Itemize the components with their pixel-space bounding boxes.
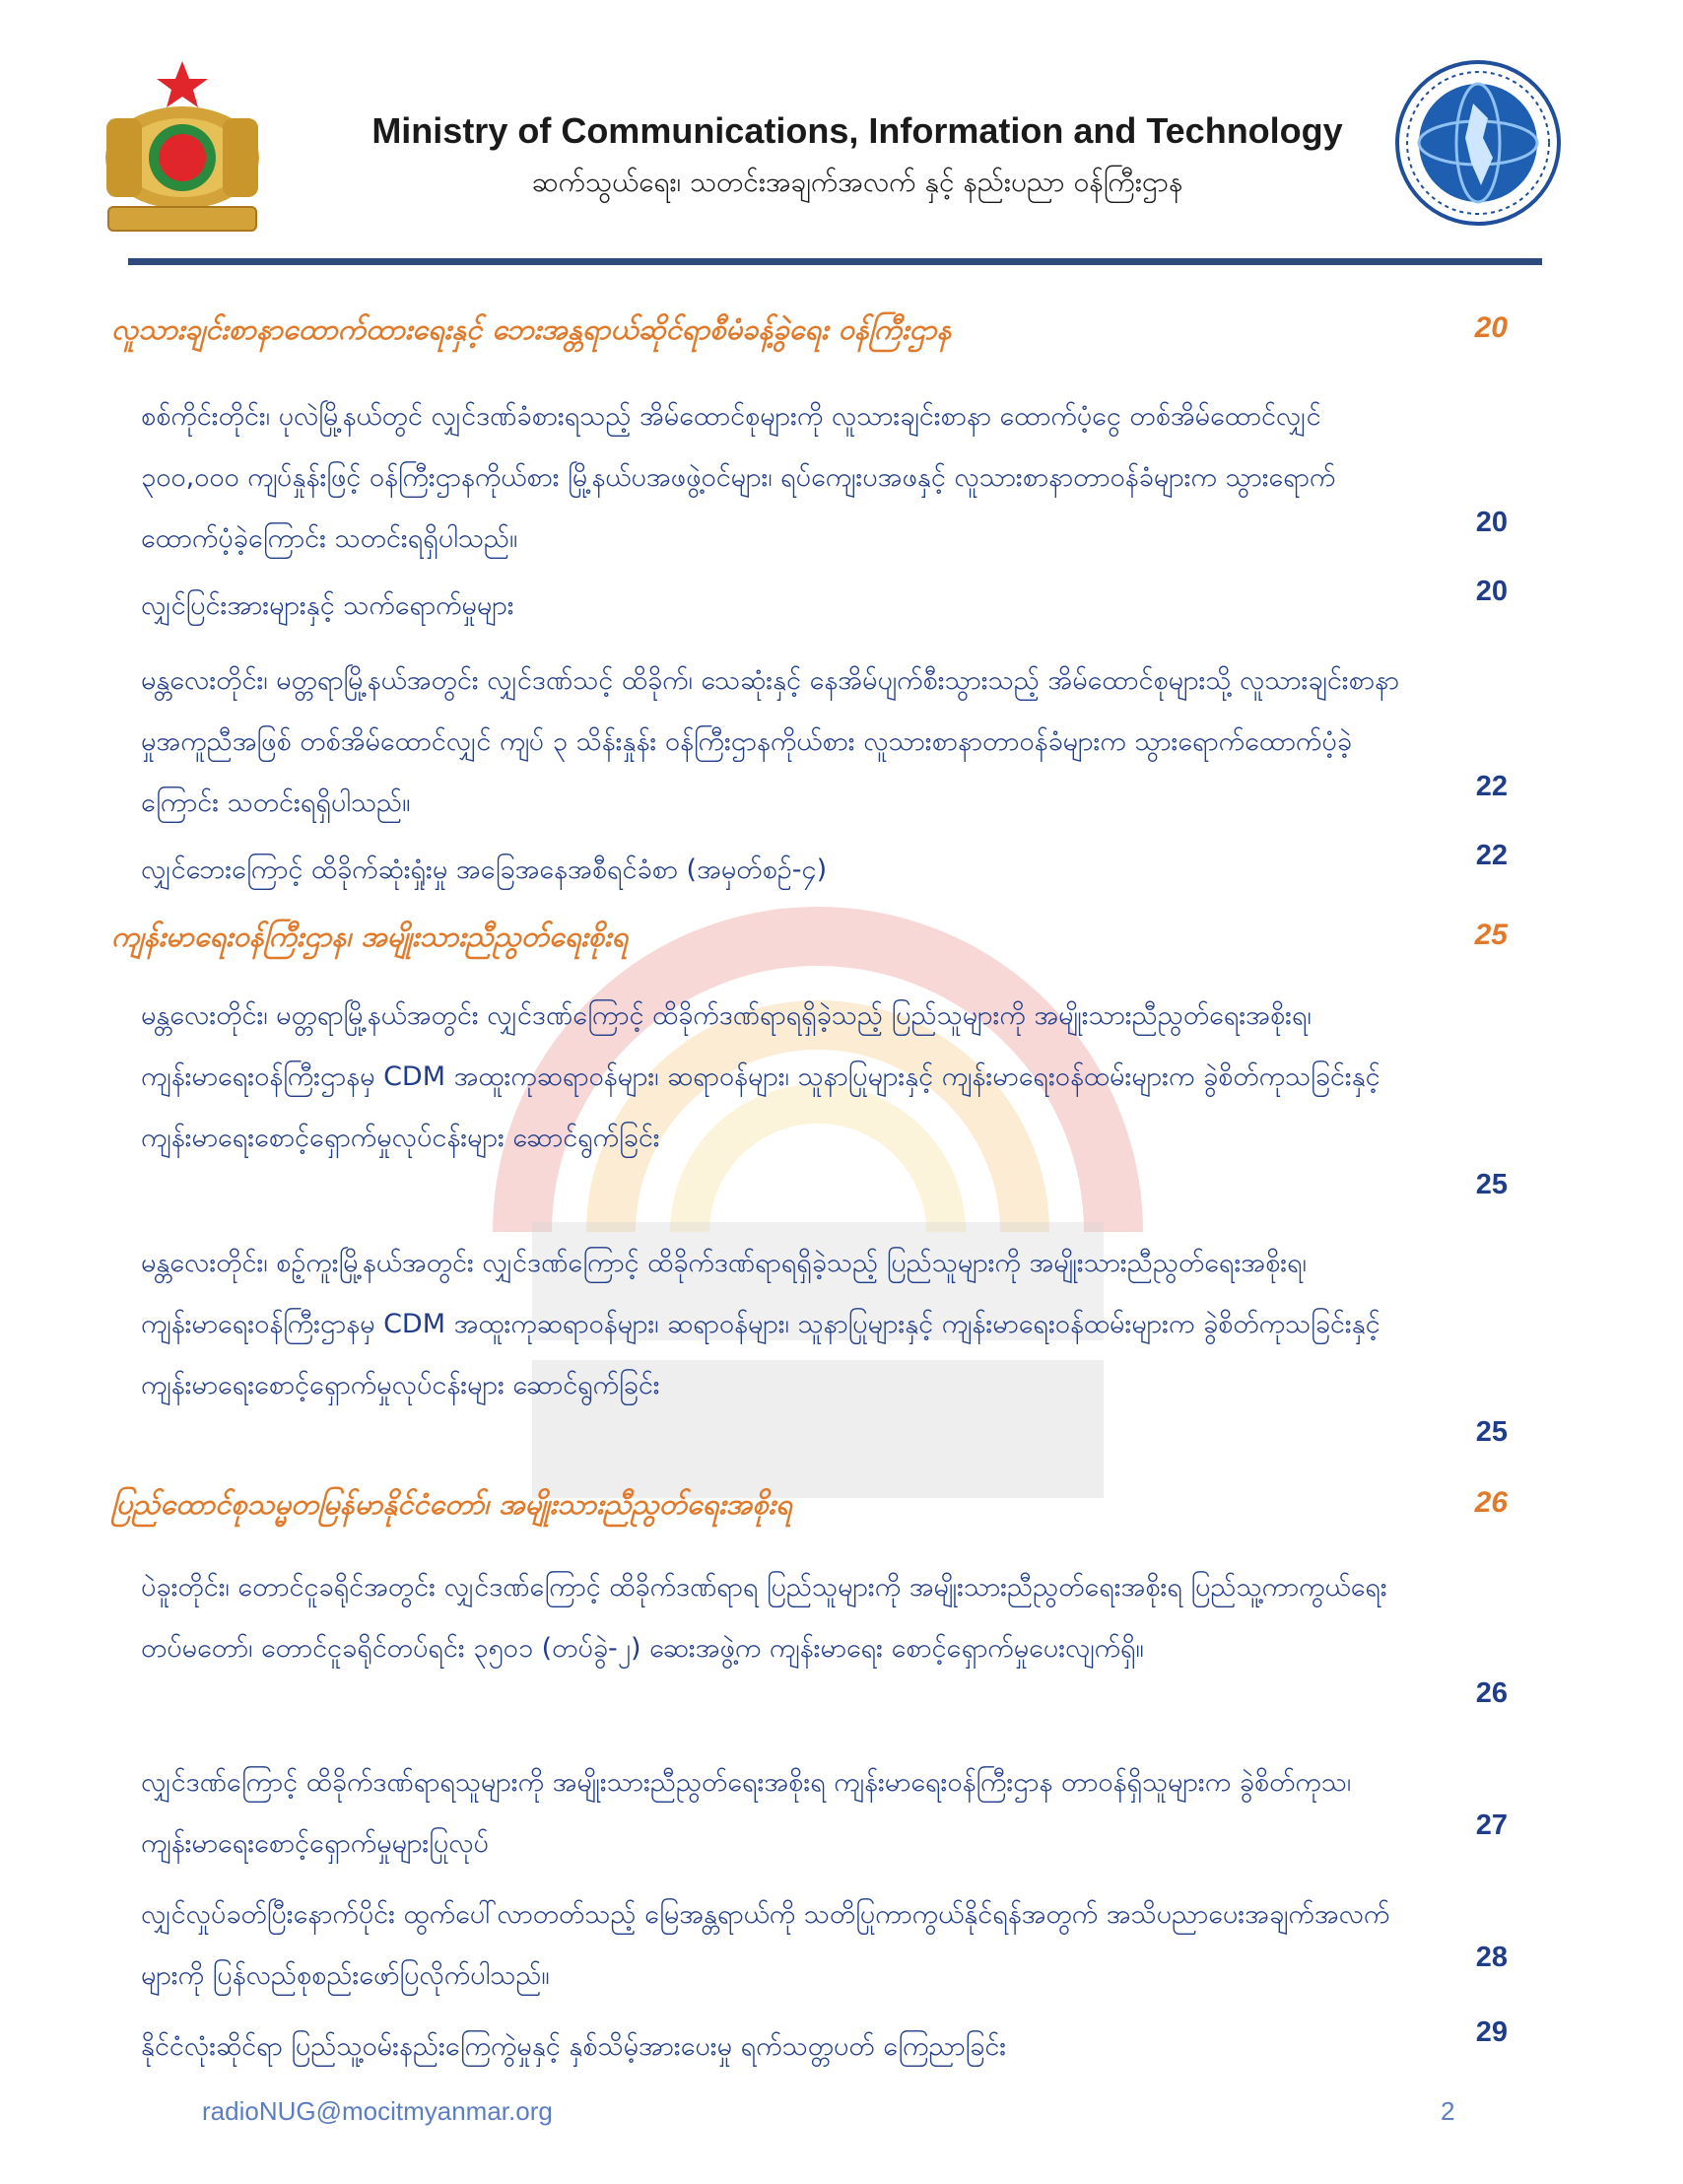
toc-item-title: နိုင်ငံလုံးဆိုင်ရာ ပြည်သူ့ဝမ်းနည်းကြေကွဲမှုနှင့် နှစ်သိမ့်အားပေးမှု ရက်သတ္တပတ် ကြေညာခြင်း [141, 2031, 1007, 2062]
toc-item-title: လျှင်ဘေးကြောင့် ထိခိုက်ဆုံးရှုံးမှု အခြေအနေအစီရင်ခံစာ (အမှတ်စဉ်-၄) [141, 854, 828, 885]
toc-page-number: 28 [1475, 1942, 1508, 1973]
toc-item-title: လျှင်ဒဏ်ကြောင့် ထိခိုက်ဒဏ်ရာရသူများကို အမျိုးသားညီညွတ်ရေးအစိုးရ ကျန်းမာရေးဝန်ကြီးဌာန တာဝန်ရှိသူများက ခွဲစိတ်ကုသ၊ ကျန်းမာရေးစောင့်ရှောက်မှုများပြုလုပ် [141, 1767, 1352, 1859]
toc-item[interactable] [0, 986, 1683, 1222]
toc-item-title: မန္တလေးတိုင်း၊ မတ္တရာမြို့နယ်အတွင်း လျှင်ဒဏ်သင့် ထိခိုက်၊ သေဆုံးနှင့် နေအိမ်ပျက်စီးသွားသည့် အိမ်ထောင်စုများသို့ လူသားချင်းစာနာမှုအကူညီအဖြစ် တစ်အိမ်ထောင်လျှင် ကျပ် ၃ သိန်းနှုန်း ဝန်ကြီးဌာနကိုယ်စား လူသားစာနာတာဝန်ခံများက သွားရောက်ထောက်ပံ့ခဲ့ကြောင်း သတင်းရရှိပါသည်။ [141, 665, 1400, 818]
toc-page-number: 25 [1475, 1416, 1508, 1448]
toc-page-number: 25 [1475, 1169, 1508, 1200]
toc-page-number: 26 [1475, 1677, 1508, 1709]
toc-item[interactable] [0, 1233, 1683, 1469]
ministry-title-english: Ministry of Communications, Information and Technology [371, 110, 1343, 151]
toc-item-title: မန္တလေးတိုင်း၊ မတ္တရာမြို့နယ်အတွင်း လျှင်ဒဏ်ကြောင့် ထိခိုက်ဒဏ်ရာရရှိခဲ့သည့် ပြည်သူများကို အမျိုးသားညီညွတ်ရေးအစိုးရ၊ ကျန်းမာရေးဝန်ကြီးဌာနမှ CDM အထူးကုဆရာဝန်များ၊ ဆရာဝန်များ၊ သူနာပြုများနှင့် ကျန်းမာရေးဝန်ထမ်းများက ခွဲစိတ်ကုသခြင်းနှင့် ကျန်းမာရေးစောင့်ရှောက်မှုလုပ်ငန်းများ ဆောင်ရွက်ခြင်း [141, 1000, 1380, 1153]
toc-item[interactable] [0, 1752, 1683, 1871]
toc-item[interactable] [0, 1557, 1683, 1735]
footer-page-number: 2 [1441, 2096, 1455, 2126]
toc-item[interactable] [0, 576, 1683, 619]
toc-item-title: မန္တလေးတိုင်း၊ စဉ့်ကူးမြို့နယ်အတွင်း လျှင်ဒဏ်ကြောင့် ထိခိုက်ဒဏ်ရာရရှိခဲ့သည့် ပြည်သူများကို အမျိုးသားညီညွတ်ရေးအစိုးရ၊ ကျန်းမာရေးဝန်ကြီးဌာနမှ CDM အထူးကုဆရာဝန်များ၊ ဆရာဝန်များ၊ သူနာပြုများနှင့် ကျန်းမာရေးဝန်ထမ်းများက ခွဲစိတ်ကုသခြင်းနှင့် ကျန်းမာရေးစောင့်ရှောက်မှုလုပ်ငန်းများ ဆောင်ရွက်ခြင်း [141, 1248, 1380, 1400]
toc-page-number: 22 [1475, 840, 1508, 871]
toc-item[interactable] [0, 2016, 1683, 2060]
toc-item[interactable] [0, 386, 1683, 564]
toc-item-title: စစ်ကိုင်းတိုင်း၊ ပုလဲမြို့နယ်တွင် လျှင်ဒဏ်ခံစားရသည့် အိမ်ထောင်စုများကို လူသားချင်းစာနာ ထောက်ပံ့ငွေ တစ်အိမ်ထောင်လျှင် ၃၀၀,၀၀၀ ကျပ်နှုန်းဖြင့် ဝန်ကြီးဌာနကိုယ်စား မြို့နယ်ပအဖဖွဲ့ဝင်များ၊ ရပ်ကျေးပအဖနှင့် လူသားစာနာတာဝန်ခံများက သွားရောက်ထောက်ပံ့ခဲ့ကြောင်း သတင်းရရှိပါသည်။ [141, 401, 1336, 554]
toc-page-number: 27 [1475, 1809, 1508, 1841]
footer-email-link[interactable]: radioNUG@mocitmyanmar.org [202, 2096, 553, 2126]
toc-page-number: 29 [1475, 2016, 1508, 2048]
toc-item[interactable] [0, 1884, 1683, 2003]
toc-section-heading[interactable] [0, 311, 1683, 355]
toc-page-number: 20 [1474, 311, 1508, 344]
toc-item-title: ပဲခူးတိုင်း၊ တောင်ငူခရိုင်အတွင်း လျှင်ဒဏ်ကြောင့် ထိခိုက်ဒဏ်ရာရ ပြည်သူများကို အမျိုးသားညီညွတ်ရေးအစိုးရ ပြည်သူ့ကာကွယ်ရေးတပ်မတော်၊ တောင်ငူခရိုင်တပ်ရင်း ၃၅၀၁ (တပ်ခွဲ-၂) ဆေးအဖွဲ့က ကျန်းမာရေး စောင့်ရှောက်မှုပေးလျက်ရှိ။ [141, 1572, 1387, 1664]
toc-section-heading[interactable] [0, 919, 1683, 962]
toc-item-title: လျှင်ပြင်းအားများနှင့် သက်ရောက်မှုများ [141, 590, 514, 621]
toc-item-title: လျှင်လှုပ်ခတ်ပြီးနောက်ပိုင်း ထွက်ပေါ်လာတတ်သည့် မြေအန္တရာယ်ကို သတိပြုကာကွယ်နိုင်ရန်အတွက် အသိပညာပေးအချက်အလက်များကို ပြန်လည်စုစည်းဖော်ပြလိုက်ပါသည်။ [141, 1899, 1390, 1991]
toc-page-number: 20 [1475, 507, 1508, 538]
toc-page-number: 26 [1474, 1486, 1508, 1519]
toc-page-number: 25 [1474, 919, 1508, 951]
toc-section-title: ကျန်းမာရေးဝန်ကြီးဌာန၊ အမျိုးသားညီညွတ်ရေးစိုးရ [111, 920, 629, 953]
ministry-title-burmese: ဆက်သွယ်ရေး၊ သတင်းအချက်အလက် နှင့် နည်းပညာ ဝန်ကြီးဌာန [531, 166, 1183, 198]
toc-item[interactable] [0, 650, 1683, 828]
toc-page-number: 22 [1475, 771, 1508, 802]
toc-section-title: ပြည်ထောင်စုသမ္မတမြန်မာနိုင်ငံတော်၊ အမျိုးသားညီညွတ်ရေးအစိုးရ [111, 1487, 792, 1521]
toc-item[interactable] [0, 840, 1683, 883]
toc-page-number: 20 [1475, 576, 1508, 607]
toc-section-title: လူသားချင်းစာနာထောက်ထားရေးနှင့် ဘေးအန္တရာယ်ဆိုင်ရာစီမံခန့်ခွဲရေး ဝန်ကြီးဌာန [111, 312, 952, 346]
toc-section-heading[interactable] [0, 1486, 1683, 1530]
